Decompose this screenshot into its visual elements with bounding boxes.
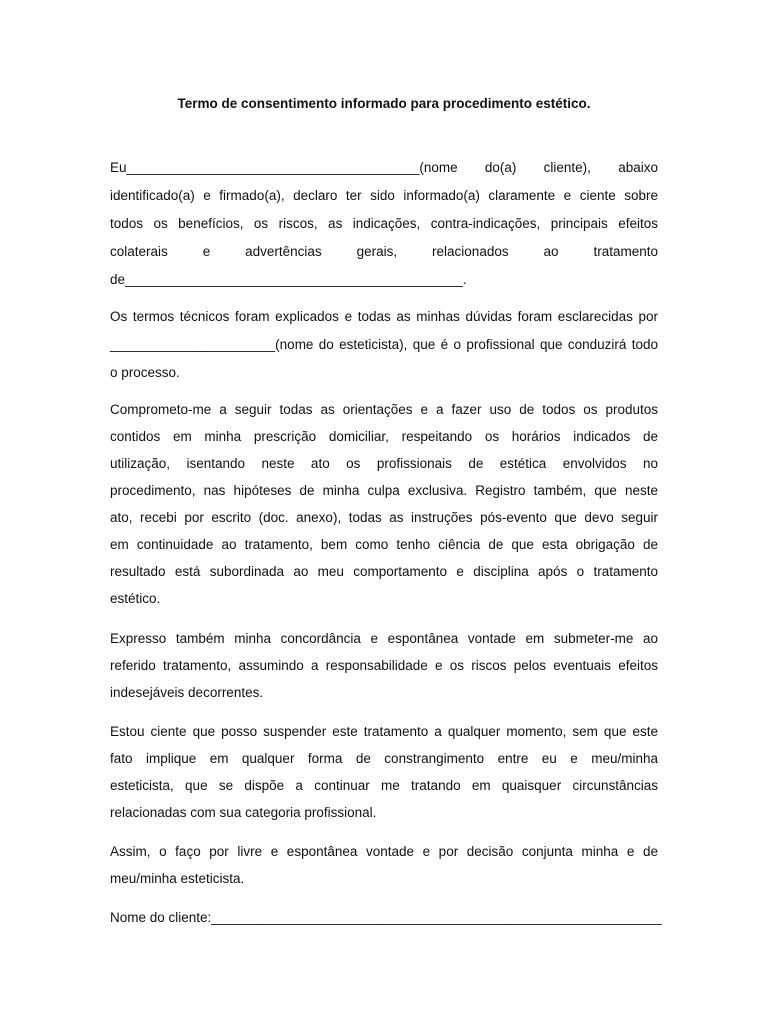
paragraph-line: todos os benefícios, os riscos, as indicações, contra-indicações, principais efeitos <box>110 216 658 231</box>
paragraph-line: relacionadas com sua categoria profissional. <box>110 805 377 820</box>
paragraph-line: em continuidade ao tratamento, bem como tenho ciência de que esta obrigação de <box>110 537 658 552</box>
paragraph-line: identificado(a) e firmado(a), declaro ter sido informado(a) claramente e ciente sobre <box>110 188 658 203</box>
paragraph-line: fato implique em qualquer forma de constrangimento entre eu e meu/minha <box>110 751 658 766</box>
client-name-field: Nome do cliente:____________________________________________________________ <box>110 910 662 925</box>
paragraph-line: Assim, o faço por livre e espontânea vontade e por decisão conjunta minha e de <box>110 844 658 859</box>
paragraph-line: de_____________________________________________. <box>110 272 467 287</box>
paragraph-line: Comprometo-me a seguir todas as orientações e a fazer uso de todos os produtos <box>110 402 658 417</box>
paragraph-line: Os termos técnicos foram explicados e todas as minhas dúvidas foram esclarecidas por <box>110 309 658 324</box>
paragraph-line: Expresso também minha concordância e espontânea vontade em submeter-me ao <box>110 631 658 646</box>
paragraph-line: contidos em minha prescrição domiciliar, respeitando os horários indicados de <box>110 429 658 444</box>
paragraph-line: Eu_______________________________________(nome do(a) cliente), abaixo <box>110 160 658 175</box>
paragraph-line: ______________________(nome do esteticista), que é o profissional que conduzirá todo <box>110 337 658 352</box>
document-title: Termo de consentimento informado para procedimento estético. <box>177 96 591 111</box>
paragraph-line: ato, recebi por escrito (doc. anexo), todas as instruções pós-evento que devo seguir <box>110 510 658 525</box>
paragraph-line: meu/minha esteticista. <box>110 871 245 886</box>
paragraph-line: estético. <box>110 591 161 606</box>
paragraph-line: esteticista, que se dispõe a continuar me tratando em quaisquer circunstâncias <box>110 778 658 793</box>
paragraph-line: o processo. <box>110 365 180 380</box>
paragraph-line: indesejáveis decorrentes. <box>110 685 264 700</box>
paragraph-line: procedimento, nas hipóteses de minha culpa exclusiva. Registro também, que neste <box>110 483 658 498</box>
paragraph-line: resultado está subordinada ao meu comportamento e disciplina após o tratamento <box>110 564 658 579</box>
paragraph-line: utilização, isentando neste ato os profissionais de estética envolvidos no <box>110 456 658 471</box>
paragraph-line: Estou ciente que posso suspender este tratamento a qualquer momento, sem que este <box>110 724 658 739</box>
paragraph-line: referido tratamento, assumindo a responsabilidade e os riscos pelos eventuais efeitos <box>110 658 658 673</box>
paragraph-line: colaterais e advertências gerais, relacionados ao tratamento <box>110 244 658 259</box>
